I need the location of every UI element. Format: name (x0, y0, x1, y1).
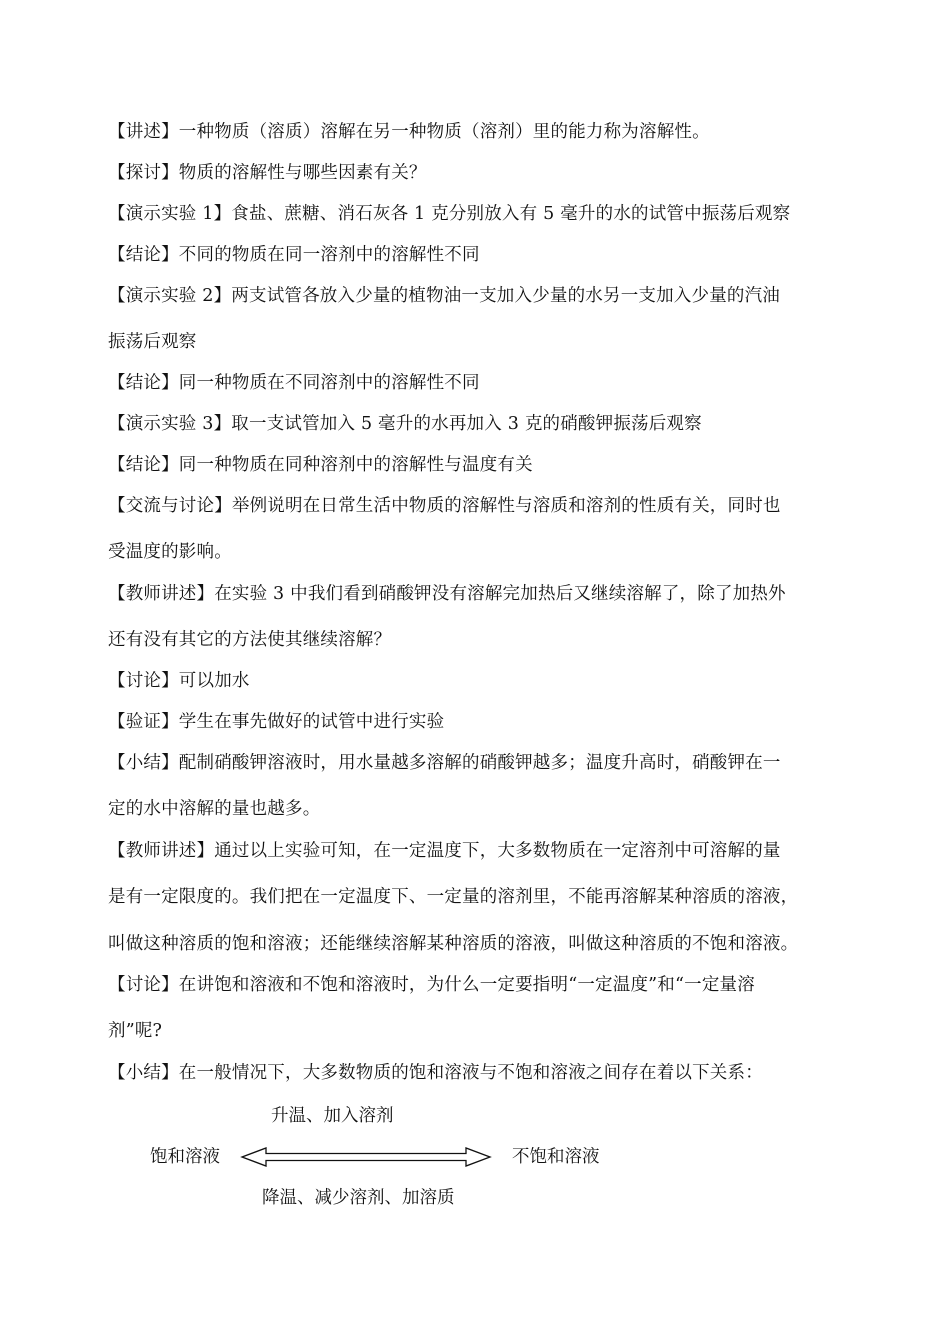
text-line: 【讨论】可以加水 (108, 671, 250, 691)
text-line: 叫做这种溶质的饱和溶液；还能继续溶解某种溶质的溶液，叫做这种溶质的不饱和溶液。 (108, 934, 799, 954)
text-line: 剂”呢? (108, 1021, 163, 1041)
relation-diagram (0, 1095, 950, 1225)
text-line: 【验证】学生在事先做好的试管中进行实验 (108, 712, 445, 732)
diagram-top-label: 升温、加入溶剂 (271, 1106, 394, 1126)
text-line: 【演示实验 3】取一支试管加入 5 毫升的水再加入 3 克的硝酸钾振荡后观察 (108, 414, 702, 434)
text-line: 【结论】同一种物质在同种溶剂中的溶解性与温度有关 (108, 455, 533, 475)
text-line: 还有没有其它的方法使其继续溶解？ (108, 630, 392, 650)
text-line: 【讨论】在讲饱和溶液和不饱和溶液时，为什么一定要指明“一定温度”和“一定量溶 (108, 975, 755, 995)
text-line: 【结论】同一种物质在不同溶剂中的溶解性不同 (108, 373, 480, 393)
text-line: 【教师讲述】在实验 3 中我们看到硝酸钾没有溶解完加热后又继续溶解了，除了加热外 (108, 584, 786, 604)
text-line: 【教师讲述】通过以上实验可知，在一定温度下，大多数物质在一定溶剂中可溶解的量 (108, 841, 781, 861)
text-line: 【探讨】物质的溶解性与哪些因素有关？ (108, 163, 427, 183)
diagram-bottom-label: 降温、减少溶剂、加溶质 (262, 1188, 455, 1208)
diagram-left-label: 饱和溶液 (150, 1147, 220, 1167)
text-line: 【小结】在一般情况下，大多数物质的饱和溶液与不饱和溶液之间存在着以下关系： (108, 1063, 763, 1083)
diagram-right-label: 不饱和溶液 (512, 1147, 600, 1167)
text-line: 【交流与讨论】举例说明在日常生活中物质的溶解性与溶质和溶剂的性质有关，同时也 (108, 496, 781, 516)
text-line: 振荡后观察 (108, 332, 197, 352)
text-line: 【结论】不同的物质在同一溶剂中的溶解性不同 (108, 245, 480, 265)
text-line: 【演示实验 1】食盐、蔗糖、消石灰各 1 克分别放入有 5 毫升的水的试管中振荡后观察 (108, 204, 791, 224)
double-arrow-icon (240, 1145, 492, 1169)
text-line: 定的水中溶解的量也越多。 (108, 799, 321, 819)
text-line: 【小结】配制硝酸钾溶液时，用水量越多溶解的硝酸钾越多；温度升高时，硝酸钾在一 (108, 753, 781, 773)
text-line: 受温度的影响。 (108, 542, 232, 562)
text-line: 是有一定限度的。我们把在一定温度下、一定量的溶剂里，不能再溶解某种溶质的溶液， (108, 887, 799, 907)
text-line: 【讲述】一种物质（溶质）溶解在另一种物质（溶剂）里的能力称为溶解性。 (108, 122, 710, 142)
text-line: 【演示实验 2】两支试管各放入少量的植物油一支加入少量的水另一支加入少量的汽油 (108, 286, 780, 306)
